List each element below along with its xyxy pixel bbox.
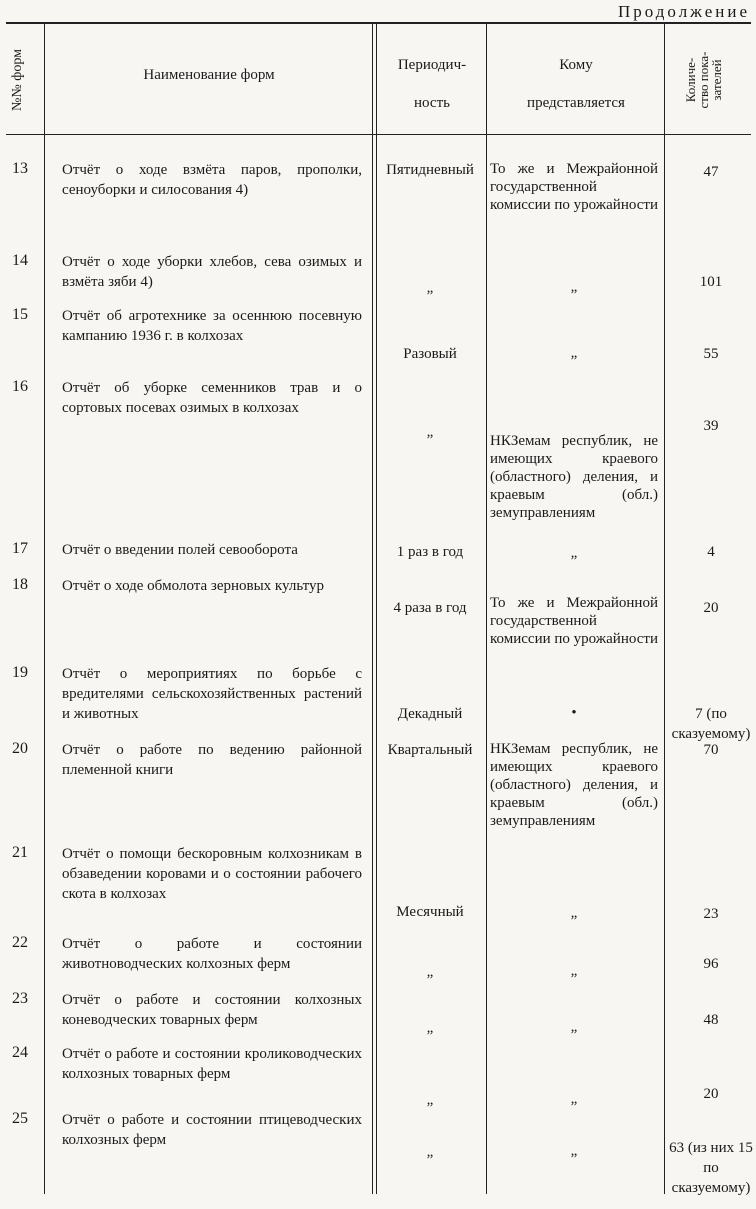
top-rule: [6, 22, 751, 24]
recipient-cell: „: [570, 545, 578, 561]
form-name: Отчёт о помощи бескоровным колхозникам в обзаведении коровами и о состоянии рабочего скота в колхозах: [62, 846, 362, 902]
form-name: Отчёт о работе и состоянии птицеводческих колхозных ферм: [62, 1112, 362, 1148]
col-divider-4: [664, 24, 665, 1194]
recipient-cell: „: [570, 1143, 578, 1159]
count-cell: 47: [703, 164, 719, 180]
form-number: 19: [12, 664, 28, 681]
count-cell: 4: [707, 544, 715, 560]
form-name: Отчёт о работе по ведению районной племенной книги: [62, 742, 362, 778]
count-cell: 96: [703, 956, 719, 972]
periodicity-cell: 4 раза в год: [393, 600, 467, 616]
count-cell: 20: [703, 1086, 719, 1102]
form-name: Отчёт о ходе уборки хлебов, сева озимых и взмёта зяби 4): [62, 254, 362, 290]
continuation-label: Продолжение: [617, 2, 750, 21]
header-periodicity: Периодич- ность: [397, 57, 467, 111]
form-number: 13: [12, 160, 28, 177]
form-name: Отчёт о работе и состоянии кролиководческих колхозных товарных ферм: [62, 1046, 362, 1082]
periodicity-cell: „: [426, 1092, 434, 1108]
count-cell: 20: [703, 600, 719, 616]
header-form-no: №№ форм: [10, 49, 25, 111]
recipient-cell: НКЗемам республик, не имеющих краевого (областного) деления, и краевым (обл.) земуправлениям: [490, 741, 658, 829]
recipient-cell: „: [570, 963, 578, 979]
form-name: Отчёт о ходе обмолота зерновых культур: [62, 578, 324, 594]
form-number: 18: [12, 576, 28, 593]
form-number: 25: [12, 1110, 28, 1127]
header-name: Наименование форм: [143, 67, 275, 83]
recipient-cell: НКЗемам республик, не имеющих краевого (областного) деления, и краевым (обл.) земуправлениям: [490, 433, 658, 521]
periodicity-cell: „: [426, 964, 434, 980]
form-name: Отчёт об агротехнике за осеннюю посевную кампанию 1936 г. в колхозах: [62, 308, 362, 344]
form-number: 15: [12, 306, 28, 323]
form-number: 21: [12, 844, 28, 861]
header-bottom-rule: [6, 134, 751, 135]
form-number: 14: [12, 252, 28, 269]
header-recipient: Кому представляется: [527, 57, 625, 111]
recipient-cell: То же и Межрайонной государственной комиссии по урожайности: [490, 595, 658, 647]
periodicity-cell: Декадный: [397, 706, 463, 722]
form-name: Отчёт о ходе взмёта паров, прополки, сеноуборки и силосования 4): [62, 162, 362, 198]
periodicity-cell: Месячный: [396, 904, 464, 920]
count-cell: 63 (из них 15 по сказуемому): [669, 1140, 753, 1196]
periodicity-cell: Пятидневный: [386, 162, 474, 178]
count-cell: 23: [703, 906, 719, 922]
count-cell: 48: [703, 1012, 719, 1028]
form-name: Отчёт о введении полей севооборота: [62, 542, 298, 558]
recipient-cell: •: [571, 705, 577, 721]
form-name: Отчёт о мероприятиях по борьбе с вредителями сельскохозяйственных растений и животных: [62, 666, 362, 722]
periodicity-cell: „: [426, 1020, 434, 1036]
form-number: 22: [12, 934, 28, 951]
periodicity-cell: Квартальный: [387, 742, 473, 758]
form-name: Отчёт об уборке семенников трав и о сортовых посевах озимых в колхозах: [62, 380, 362, 416]
periodicity-cell: „: [426, 280, 434, 296]
count-cell: 39: [703, 418, 719, 434]
periodicity-cell: „: [426, 1144, 434, 1160]
form-name: Отчёт о работе и состоянии животноводческих колхозных ферм: [62, 936, 362, 972]
recipient-cell: „: [570, 905, 578, 921]
recipient-cell: „: [570, 1091, 578, 1107]
form-number: 23: [12, 990, 28, 1007]
recipient-cell: „: [570, 345, 578, 361]
periodicity-cell: Разовый: [403, 346, 457, 362]
header-count: Количе- ство пока- зателей: [683, 51, 724, 109]
col-divider-3: [486, 24, 487, 1194]
count-cell: 101: [699, 274, 723, 290]
col-divider-1: [44, 24, 45, 1194]
recipient-cell: „: [570, 1019, 578, 1035]
periodicity-cell: „: [426, 424, 434, 440]
recipient-cell: То же и Межрайонной государственной комиссии по урожайности: [490, 161, 658, 213]
form-number: 17: [12, 540, 28, 557]
form-number: 16: [12, 378, 28, 395]
form-number: 24: [12, 1044, 28, 1061]
form-number: 20: [12, 740, 28, 757]
form-name: Отчёт о работе и состоянии колхозных коневодческих товарных ферм: [62, 992, 362, 1028]
col-divider-2: [372, 24, 373, 1194]
recipient-cell: „: [570, 279, 578, 295]
count-cell: 7 (по сказуемому): [671, 706, 751, 742]
periodicity-cell: 1 раз в год: [396, 544, 464, 560]
count-cell: 55: [703, 346, 719, 362]
count-cell: 70: [703, 742, 719, 758]
